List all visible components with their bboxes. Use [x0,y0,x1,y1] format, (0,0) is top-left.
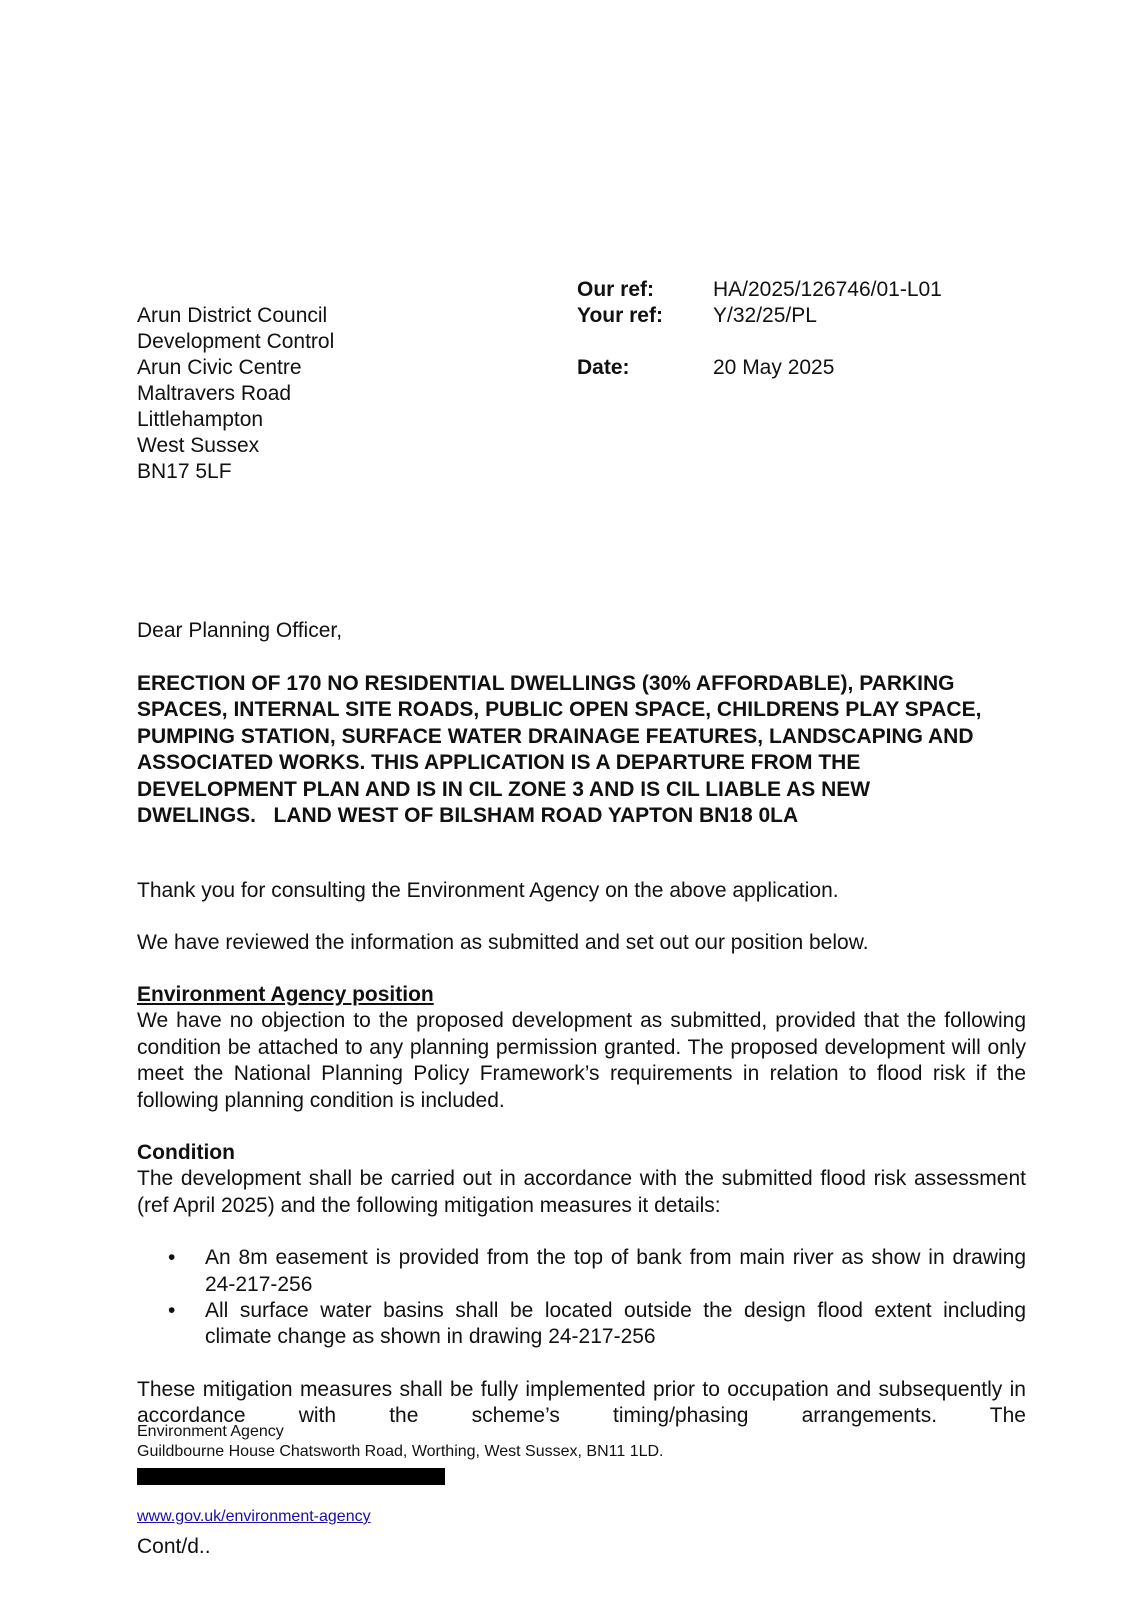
condition-heading: Condition [137,1141,235,1164]
thanks-paragraph: Thank you for consulting the Environment Agency on the above application. [137,879,839,902]
footer-org: Environment Agency [137,1423,284,1440]
date-label: Date: [577,356,630,379]
our-ref-value: HA/2025/126746/01-L01 [713,278,942,301]
footer-address: Guildbourne House Chatsworth Road, Worthing, West Sussex, BN11 1LD. [137,1443,664,1460]
continued-marker: Cont/d.. [137,1535,211,1558]
address-line: Arun Civic Centre [137,356,302,379]
address-line: Development Control [137,330,335,353]
website-link[interactable]: www.gov.uk/environment-agency [137,1508,371,1525]
list-item-text: All surface water basins shall be located outside the design flood extent including climate change as shown in drawing 24-217-256 [205,1299,1026,1349]
date-row [577,355,942,381]
list-item [137,1298,1026,1351]
condition-text: The development shall be carried out in accordance with the submitted flood risk assessment (ref April 2025) and the following mitigation measures it details: [137,1167,1026,1217]
your-ref-value: Y/32/25/PL [713,304,817,327]
list-item [137,1245,1026,1298]
mitigation-implementation-text: These mitigation measures shall be fully implemented prior to occupation and subsequently in accordance with the scheme’s timing/phasing arrangements. The [137,1377,1026,1428]
position-heading: Environment Agency position [137,983,434,1006]
date-value: 20 May 2025 [713,356,835,379]
condition-section [137,1140,1026,1430]
mitigation-list [137,1245,1026,1351]
list-item-text: An 8m easement is provided from the top of bank from main river as show in drawing 24-217-256 [205,1246,1026,1296]
position-section [137,982,1026,1114]
position-text: We have no objection to the proposed development as submitted, provided that the following condition be attached to any planning permission granted. The proposed development will only meet the National Planning Policy Framework’s requirements in relation to flood risk if the following planning condition is included. [137,1009,1026,1112]
bullet-icon: • [168,1299,176,1323]
our-ref-row [577,277,942,303]
address-line: Arun District Council [137,304,328,327]
reference-block [577,277,942,381]
your-ref-label: Your ref: [577,304,663,327]
reviewed-paragraph: We have reviewed the information as submitted and set out our position below. [137,931,869,954]
recipient-address [137,303,334,485]
your-ref-row [577,303,942,329]
address-line: West Sussex [137,434,260,457]
redaction-bar [137,1468,445,1485]
salutation: Dear Planning Officer, [137,619,343,642]
subject-heading: ERECTION OF 170 NO RESIDENTIAL DWELLINGS (30% AFFORDABLE), PARKING SPACES, INTERNAL SITE ROADS, PUBLIC OPEN SPACE, CHILDRENS PLAY SPACE, PUMPING STATION, SURFACE WATER DRAINAGE FEATURES, LANDSCAPING AND ASSOCIATED WORKS. THIS APPLICATION IS A DEPARTURE FROM THE DEVELOPMENT PLAN AND IS IN CIL ZONE 3 AND IS CIL LIABLE AS NEW DWELINGS. LAND WEST OF BILSHAM ROAD YAPTON BN18 0LA [137,672,982,828]
address-line: Maltravers Road [137,382,292,405]
bullet-icon: • [168,1246,176,1270]
address-line: Littlehampton [137,408,264,431]
our-ref-label: Our ref: [577,278,655,301]
address-line: BN17 5LF [137,460,232,483]
